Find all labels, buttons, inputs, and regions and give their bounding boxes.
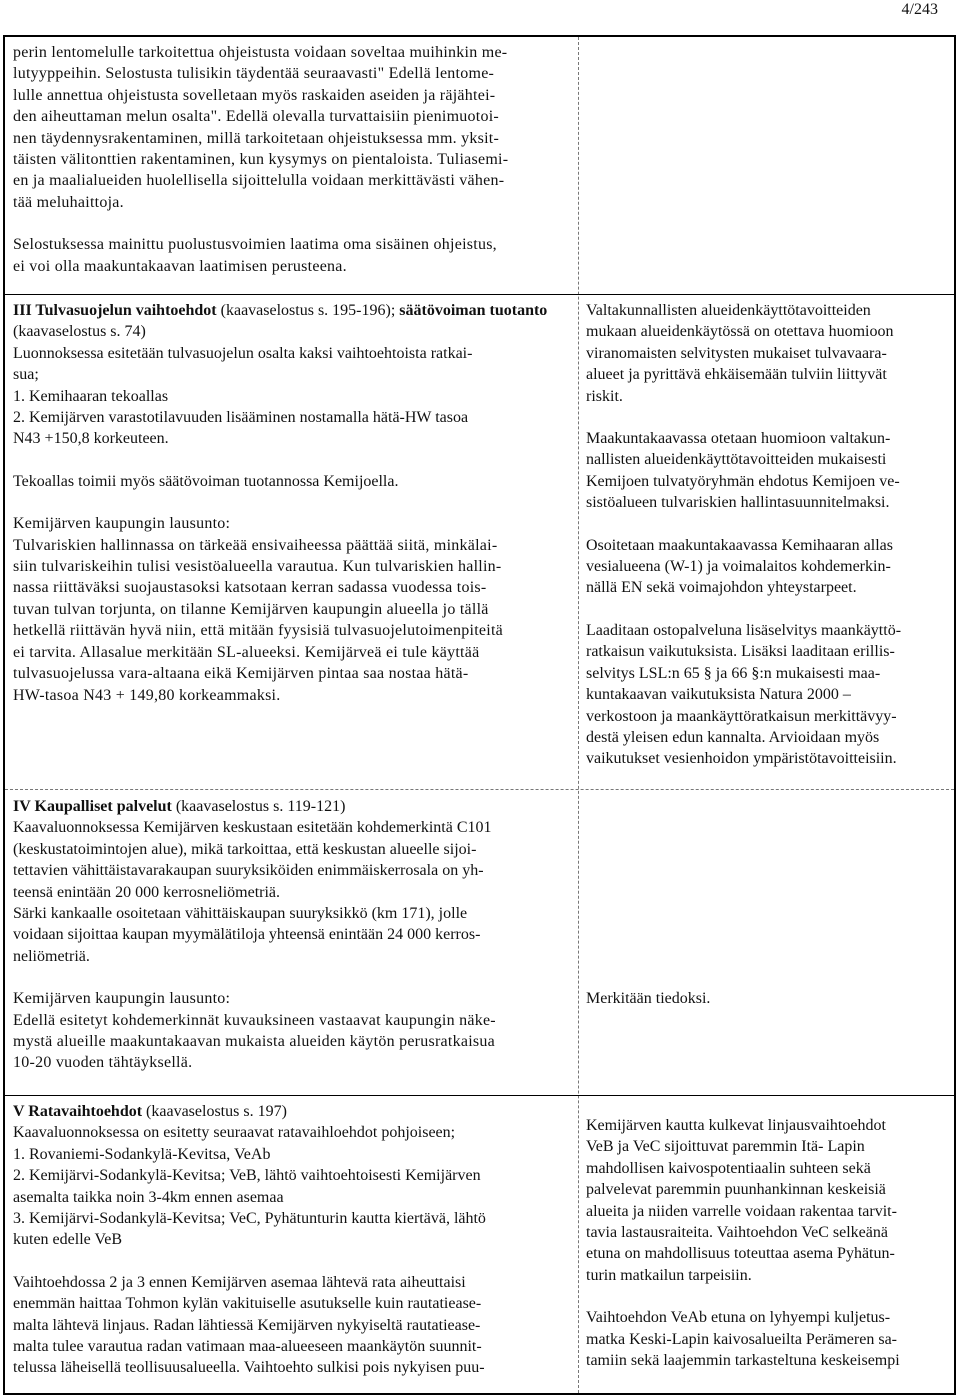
row-4-right-cell: [582, 1115, 952, 1371]
row-4-left-cell: [9, 1101, 579, 1379]
row-divider: [5, 789, 954, 790]
row-3-left-cell: [9, 796, 579, 1074]
row-2-right-para-3: Osoitetaan maakuntakaavassa Kemihaaran allas vesialueena (W-1) ja voimalaitos kohdemerkin- nällä EN sekä voimajohdon yhteystarpeet.: [586, 536, 893, 597]
row-1-left-para-2: Selostuksessa mainittu puolustusvoimien laatima oma sisäinen ohjeistus, ei voi olla maakuntakaavan laatimisen perusteena.: [13, 236, 497, 275]
section-heading-commerce: IV Kaupalliset palvelut (kaavaselostus s. 119-121) Kaavaluonnoksessa Kemijärven keskustaan esitetään kohdemerkintä C101 (keskustatoimintojen alue), mikä tarkoittaa, että keskustan alueelle sijoi- tettavien vähittäistavarakaupan suuryksiköiden enimmäiskerrosala on yh- teensä enintään 20 000 kerrosneliömetriä. Särki kankaalle osoitetaan vähittäiskaupan suuryksikkö (km 171), jolle voidaan sijoittaa kaupan myymälätiloja yhteensä enintään 24 000 kerros- neliömetriä.: [13, 798, 492, 965]
row-1-left-para-1: perin lentomelulle tarkoitettua ohjeistusta voidaan soveltaa muihinkin me- lutyyppeihin. Selostusta tulisikin täydentää seuraavasti" Edellä lentome- lulle annettua ohjeistusta sovelletaan myös raskaiden aseiden ja räjähtei- den aiheuttaman melun osalta". Edellä olevalla turvattaisiin pienimuotoi- nen täydennysrakentaminen, millä tarkoitetaan ohjeistuksessa mm. yksit- täisten välitonttien rakentaminen, kun kysymys on pientaloista. Tuliasemi- en ja maalialueiden huolellisella sijoittelulla voidaan merkittävästi vähen- tää meluhaittoja.: [13, 44, 509, 211]
row-2-right-para-1: Valtakunnallisten alueidenkäyttötavoitteiden mukaan alueidenkäytössä on otettava huomioon viranomaisten selvitysten mukaiset tulvavaara- alueet ja pyrittävä ehkäisemään tulviin liittyvät riskit.: [586, 302, 894, 405]
row-divider: [5, 294, 954, 295]
row-3-right-para-1: Merkitään tiedoksi.: [586, 990, 711, 1007]
row-3-left-para-2: Kemijärven kaupungin lausunto: Edellä esitetyt kohdemerkinnät kuvauksineen vastaavat kaupungin näke- mystä alueille maakuntakaavan mukaista alueiden käytön perusratkaisua 10-20 vuoden tähtäyksellä.: [13, 990, 496, 1072]
section-heading-rail: V Ratavaihtoehdot (kaavaselostus s. 197) Kaavaluonnoksessa on esitetty seuraavat ratavaihloehdot pohjoiseen; 1. Rovaniemi-Sodankylä-Kevitsa, VeAb 2. Kemijärvi-Sodankylä-Kevitsa; VeB, lähtö vaihtoehtoisesti Kemijärven asemalta taikka noin 3-4km ennen asemaa 3. Kemijärvi-Sodankylä-Kevitsa; VeC, Pyhätunturin kautta kiertävä, lähtö kuten edelle VeB: [13, 1103, 486, 1249]
row-4-right-para-2: Vaihtoehdon VeAb etuna on lyhyempi kuljetus- matka Keski-Lapin kaivosalueilta Perämeren sa- tamiin sekä laajemmin tarkasteltuna keskeisempi: [586, 1309, 900, 1370]
row-2-left-para-2: Tekoallas toimii myös säätövoiman tuotannossa Kemijoella.: [13, 472, 399, 490]
row-4-right-para-1: Kemijärven kautta kulkevat linjausvaihtoehdot VeB ja VeC sijoittuvat paremmin Itä- Lapin mahdollisen kaivospotentiaalin suhteen sekä palvelevat paremmin puunhankinnan keskeisiä alueita ja niiden varrelle voidaan rakentaa tarvit- tavia lastausraiteita. Vaihtoehdon VeC selkeänä etuna on mahdollisuus toteuttaa asema Pyhätun- turin matkailun tarpeisiin.: [586, 1117, 897, 1284]
comment-table: [3, 35, 956, 1395]
section-heading-flood: III Tulvasuojelun vaihtoehdot (kaavaselostus s. 195-196); säätövoiman tuotanto (kaavaselostus s. 74) Luonnoksessa esitetään tulvasuojelun osalta kaksi vaihtoehtoista ratkai- sua; 1. Kemihaaran tekoallas 2. Kemijärven varastotilavuuden lisääminen nostamalla hätä-HW tasoa N43 +150,8 korkeuteen.: [13, 302, 548, 448]
row-2-right-para-4: Laaditaan ostopalveluna lisäselvitys maankäyttö- ratkaisun vaikutuksista. Lisäksi laaditaan erillis- selvitys LSL:n 65 § ja 66 §:n mukaisesti maa- kuntakaavan vaikutuksista Natura 2000 – verkostoon ja maankäyttöratkaisun merkittävyy- destä yleisen edun kannalta. Arvioidaan myös vaikutukset vesienhoidon ympäristötavoitteisiin.: [586, 621, 902, 768]
row-3-right-cell: [582, 988, 952, 1009]
row-divider: [5, 1095, 954, 1096]
row-2-right-para-2: Maakuntakaavassa otetaan huomioon valtakun- nallisten alueidenkäyttötavoitteiden mukaisesti Kemijoen tulvatyöryhmän ehdotus Kemijoen ve- sistöalueen tulvariskien hallintasuunnitelmaksi.: [586, 430, 900, 512]
row-2-left-cell: [9, 300, 579, 706]
page-number: 4/243: [901, 1, 938, 18]
row-2-right-cell: [582, 300, 952, 770]
row-1-left-cell: [9, 42, 579, 277]
row-2-left-para-3: Kemijärven kaupungin lausunto: Tulvariskien hallinnassa on tärkeää ensivaiheessa päättää siitä, minkälai- siin tulvariskeihin tulisi vesistöalueella varautua. Kun tulvariskien hallin- nassa riittäväksi suojaustasoksi katsotaan kerran sadassa vuodessa tois- tuvan tulvan torjunta, on tilanne Kemijärven kaupungin alueella jo tällä hetkellä riittävän hyvä niin, että mitään fyysisiä tulvasuojelutoimenpiteitä ei tarvita. Allasalue merkitään SL-alueeksi. Kemijärveä ei tule käyttää tulvasuojelussa vara-altaana eikä Kemijärven pintaa saa nostaa hätä- HW-tasoa N43 + 149,80 korkeammaksi.: [13, 515, 503, 704]
row-4-left-para-2: Vaihtoehdossa 2 ja 3 ennen Kemijärven asemaa lähtevä rata aiheuttaisi enemmän haittaa Tohmon kylän vakituiselle asutukselle kuin rautatiease- malta lähtevä linjaus. Radan lähtiessä Kemijärven nykyiseltä rautatiease- malta tulee varautua radan vatimaan maa-alueeseen maankäytön suunnit- telussa läheisellä teollisuusalueella. Vaihtoehto sulkisi pois nykyisen puu-: [13, 1273, 485, 1377]
